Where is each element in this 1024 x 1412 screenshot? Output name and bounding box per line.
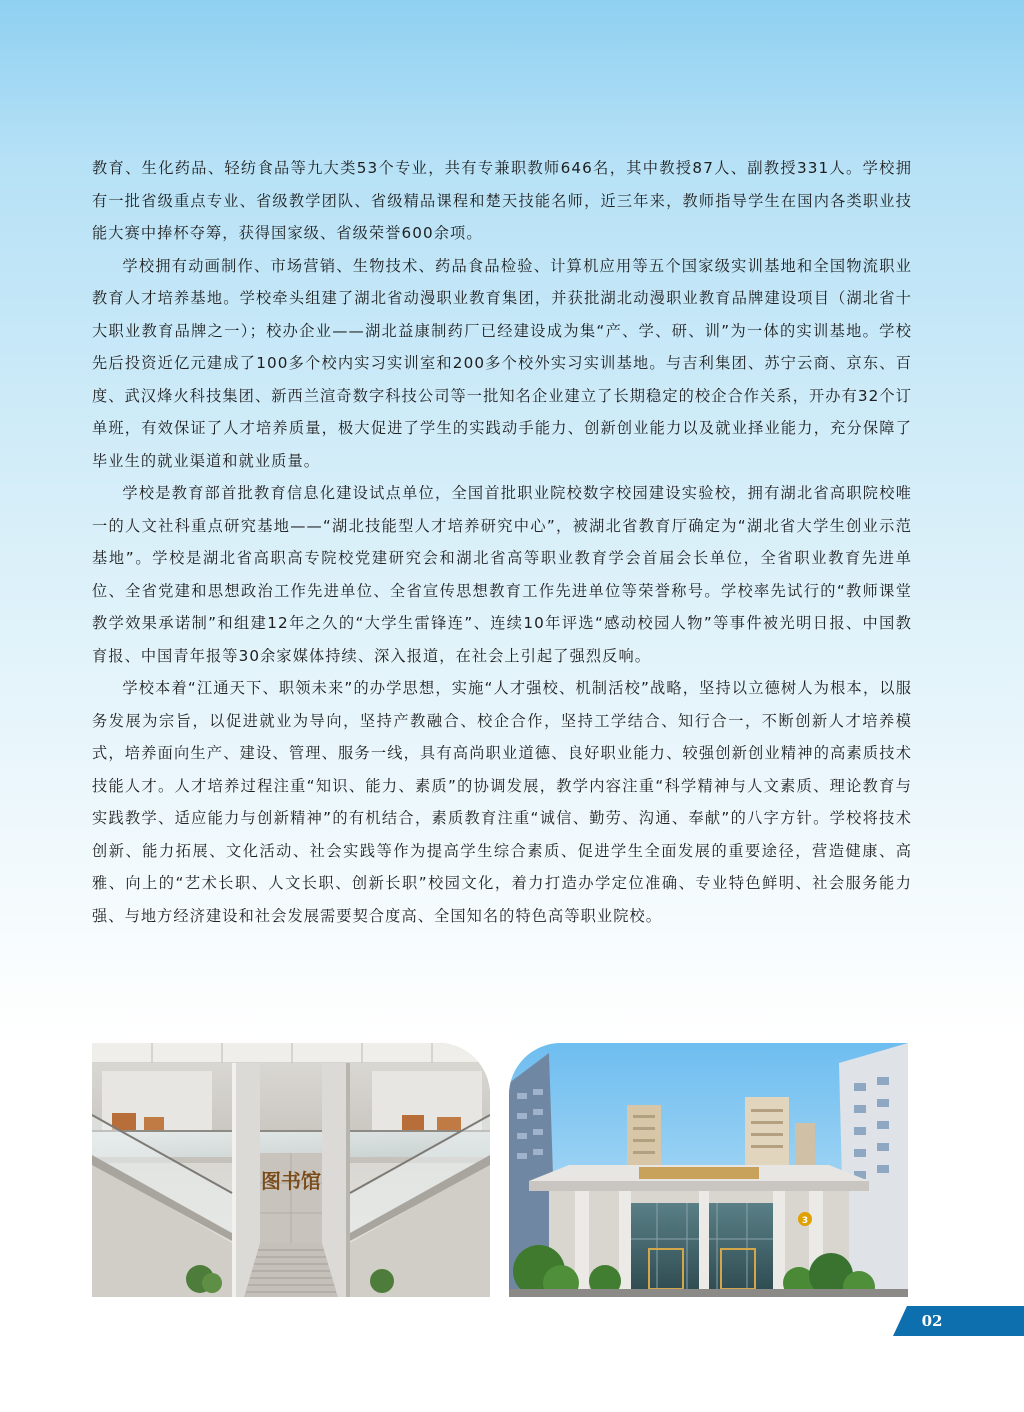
building-photo	[509, 1043, 908, 1297]
paragraph-4: 学校本着“江通天下、职领未来”的办学思想，实施“人才强校、机制活校”战略，坚持以立德树人为根本，以服务发展为宗旨，以促进就业为导向，坚持产教融合、校企合作，坚持工学结合、知行合一，不断创新人才培养模式，培养面向生产、建设、管理、服务一线，具有高尚职业道德、良好职业能力、较强创新创业精神的高素质技术技能人才。人才培养过程注重“知识、能力、素质”的协调发展，教学内容注重“科学精神与人文素质、理论教育与实践教学、适应能力与创新精神”的有机结合，素质教育注重“诚信、勤劳、沟通、奉献”的八字方针。学校将技术创新、能力拓展、文化活动、社会实践等作为提高学生综合素质、促进学生全面发展的重要途径，营造健康、高雅、向上的“艺术长职、人文长职、创新长职”校园文化，着力打造办学定位准确、专业特色鲜明、社会服务能力强、与地方经济建设和社会发展需要契合度高、全国知名的特色高等职业院校。	[92, 679, 912, 925]
building-number-badge: 3	[801, 1216, 809, 1226]
paragraph-3: 学校是教育部首批教育信息化建设试点单位，全国首批职业院校数字校园建设实验校，拥有湖北省高职院校唯一的人文社科重点研究基地——“湖北技能型人才培养研究中心”，被湖北省教育厅确定为“湖北省大学生创业示范基地”。学校是湖北省高职高专院校党建研究会和湖北省高等职业教育学会首届会长单位，全省职业教育先进单位、全省党建和思想政治工作先进单位、全省宣传思想教育工作先进单位等荣誉称号。学校率先试行的“教师课堂教学效果承诺制”和组建12年之久的“大学生雷锋连”、连续10年评选“感动校园人物”等事件被光明日报、中国教育报、中国青年报等30余家媒体持续、深入报道，在社会上引起了强烈反响。	[92, 484, 912, 665]
body-text	[92, 152, 912, 932]
page-number: 02	[921, 1312, 943, 1330]
library-sign: 图书馆	[261, 1169, 321, 1193]
paragraph-1: 教育、生化药品、轻纺食品等九大类53个专业，共有专兼职教师646名，其中教授87人、副教授331人。学校拥有一批省级重点专业、省级教学团队、省级精品课程和楚天技能名师，近三年来，教师指导学生在国内各类职业技能大赛中捧杯夺筹，获得国家级、省级荣誉600余项。	[92, 159, 912, 242]
paragraph-2: 学校拥有动画制作、市场营销、生物技术、药品食品检验、计算机应用等五个国家级实训基地和全国物流职业教育人才培养基地。学校牵头组建了湖北省动漫职业教育集团，并获批湖北动漫职业教育品牌建设项目（湖北省十大职业教育品牌之一）；校办企业——湖北益康制药厂已经建设成为集“产、学、研、训”为一体的实训基地。学校先后投资近亿元建成了100多个校内实习实训室和200多个校外实习实训基地。与吉利集团、苏宁云商、京东、百度、武汉烽火科技集团、新西兰渲奇数字科技公司等一批知名企业建立了长期稳定的校企合作关系，开办有32个订单班，有效保证了人才培养质量，极大促进了学生的实践动手能力、创新创业能力以及就业择业能力，充分保障了毕业生的就业渠道和就业质量。	[92, 256, 912, 470]
library-photo	[92, 1043, 490, 1297]
